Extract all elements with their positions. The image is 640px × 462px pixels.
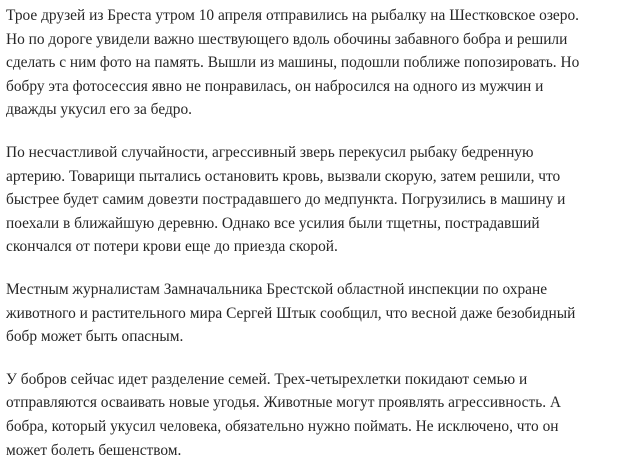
paragraph-line: может болеть бешенством. (6, 439, 634, 462)
article-paragraph-1 (6, 4, 634, 122)
paragraph-line: отправляются осваивать новые угодья. Животные могут проявлять агрессивность. А (6, 391, 634, 415)
paragraph-line: бобру эта фотосессия явно не понравилась, он набросился на одного из мужчин и (6, 75, 634, 99)
paragraph-line: сделать с ним фото на память. Вышли из машины, подошли поближе попозировать. Но (6, 51, 634, 75)
paragraph-line: быстрее будет самим довезти пострадавшего до медпункта. Погрузились в машину и (6, 188, 634, 212)
paragraph-line: животного и растительного мира Сергей Штык сообщил, что весной даже безобидный (6, 302, 634, 326)
paragraph-line: Трое друзей из Бреста утром 10 апреля отправились на рыбалку на Шестковское озеро. (6, 4, 634, 28)
paragraph-line: Местным журналистам Замначальника Брестской областной инспекции по охране (6, 278, 634, 302)
paragraph-line: По несчастливой случайности, агрессивный зверь перекусил рыбаку бедренную (6, 141, 634, 165)
paragraph-line: Но по дороге увидели важно шествующего вдоль обочины забавного бобра и решили (6, 28, 634, 52)
paragraph-line: бобр может быть опасным. (6, 325, 634, 349)
paragraph-line: скончался от потери крови еще до приезда скорой. (6, 235, 634, 259)
paragraph-line: поехали в ближайшую деревню. Однако все усилия были тщетны, пострадавший (6, 212, 634, 236)
paragraph-line: дважды укусил его за бедро. (6, 98, 634, 122)
article-paragraph-2 (6, 141, 634, 259)
article-paragraph-4 (6, 368, 634, 462)
paragraph-line: артерию. Товарищи пытались остановить кровь, вызвали скорую, затем решили, что (6, 165, 634, 189)
paragraph-line: бобра, который укусил человека, обязательно нужно поймать. Не исключено, что он (6, 415, 634, 439)
paragraph-line: У бобров сейчас идет разделение семей. Трех-четырехлетки покидают семью и (6, 368, 634, 392)
article-paragraph-3 (6, 278, 634, 349)
